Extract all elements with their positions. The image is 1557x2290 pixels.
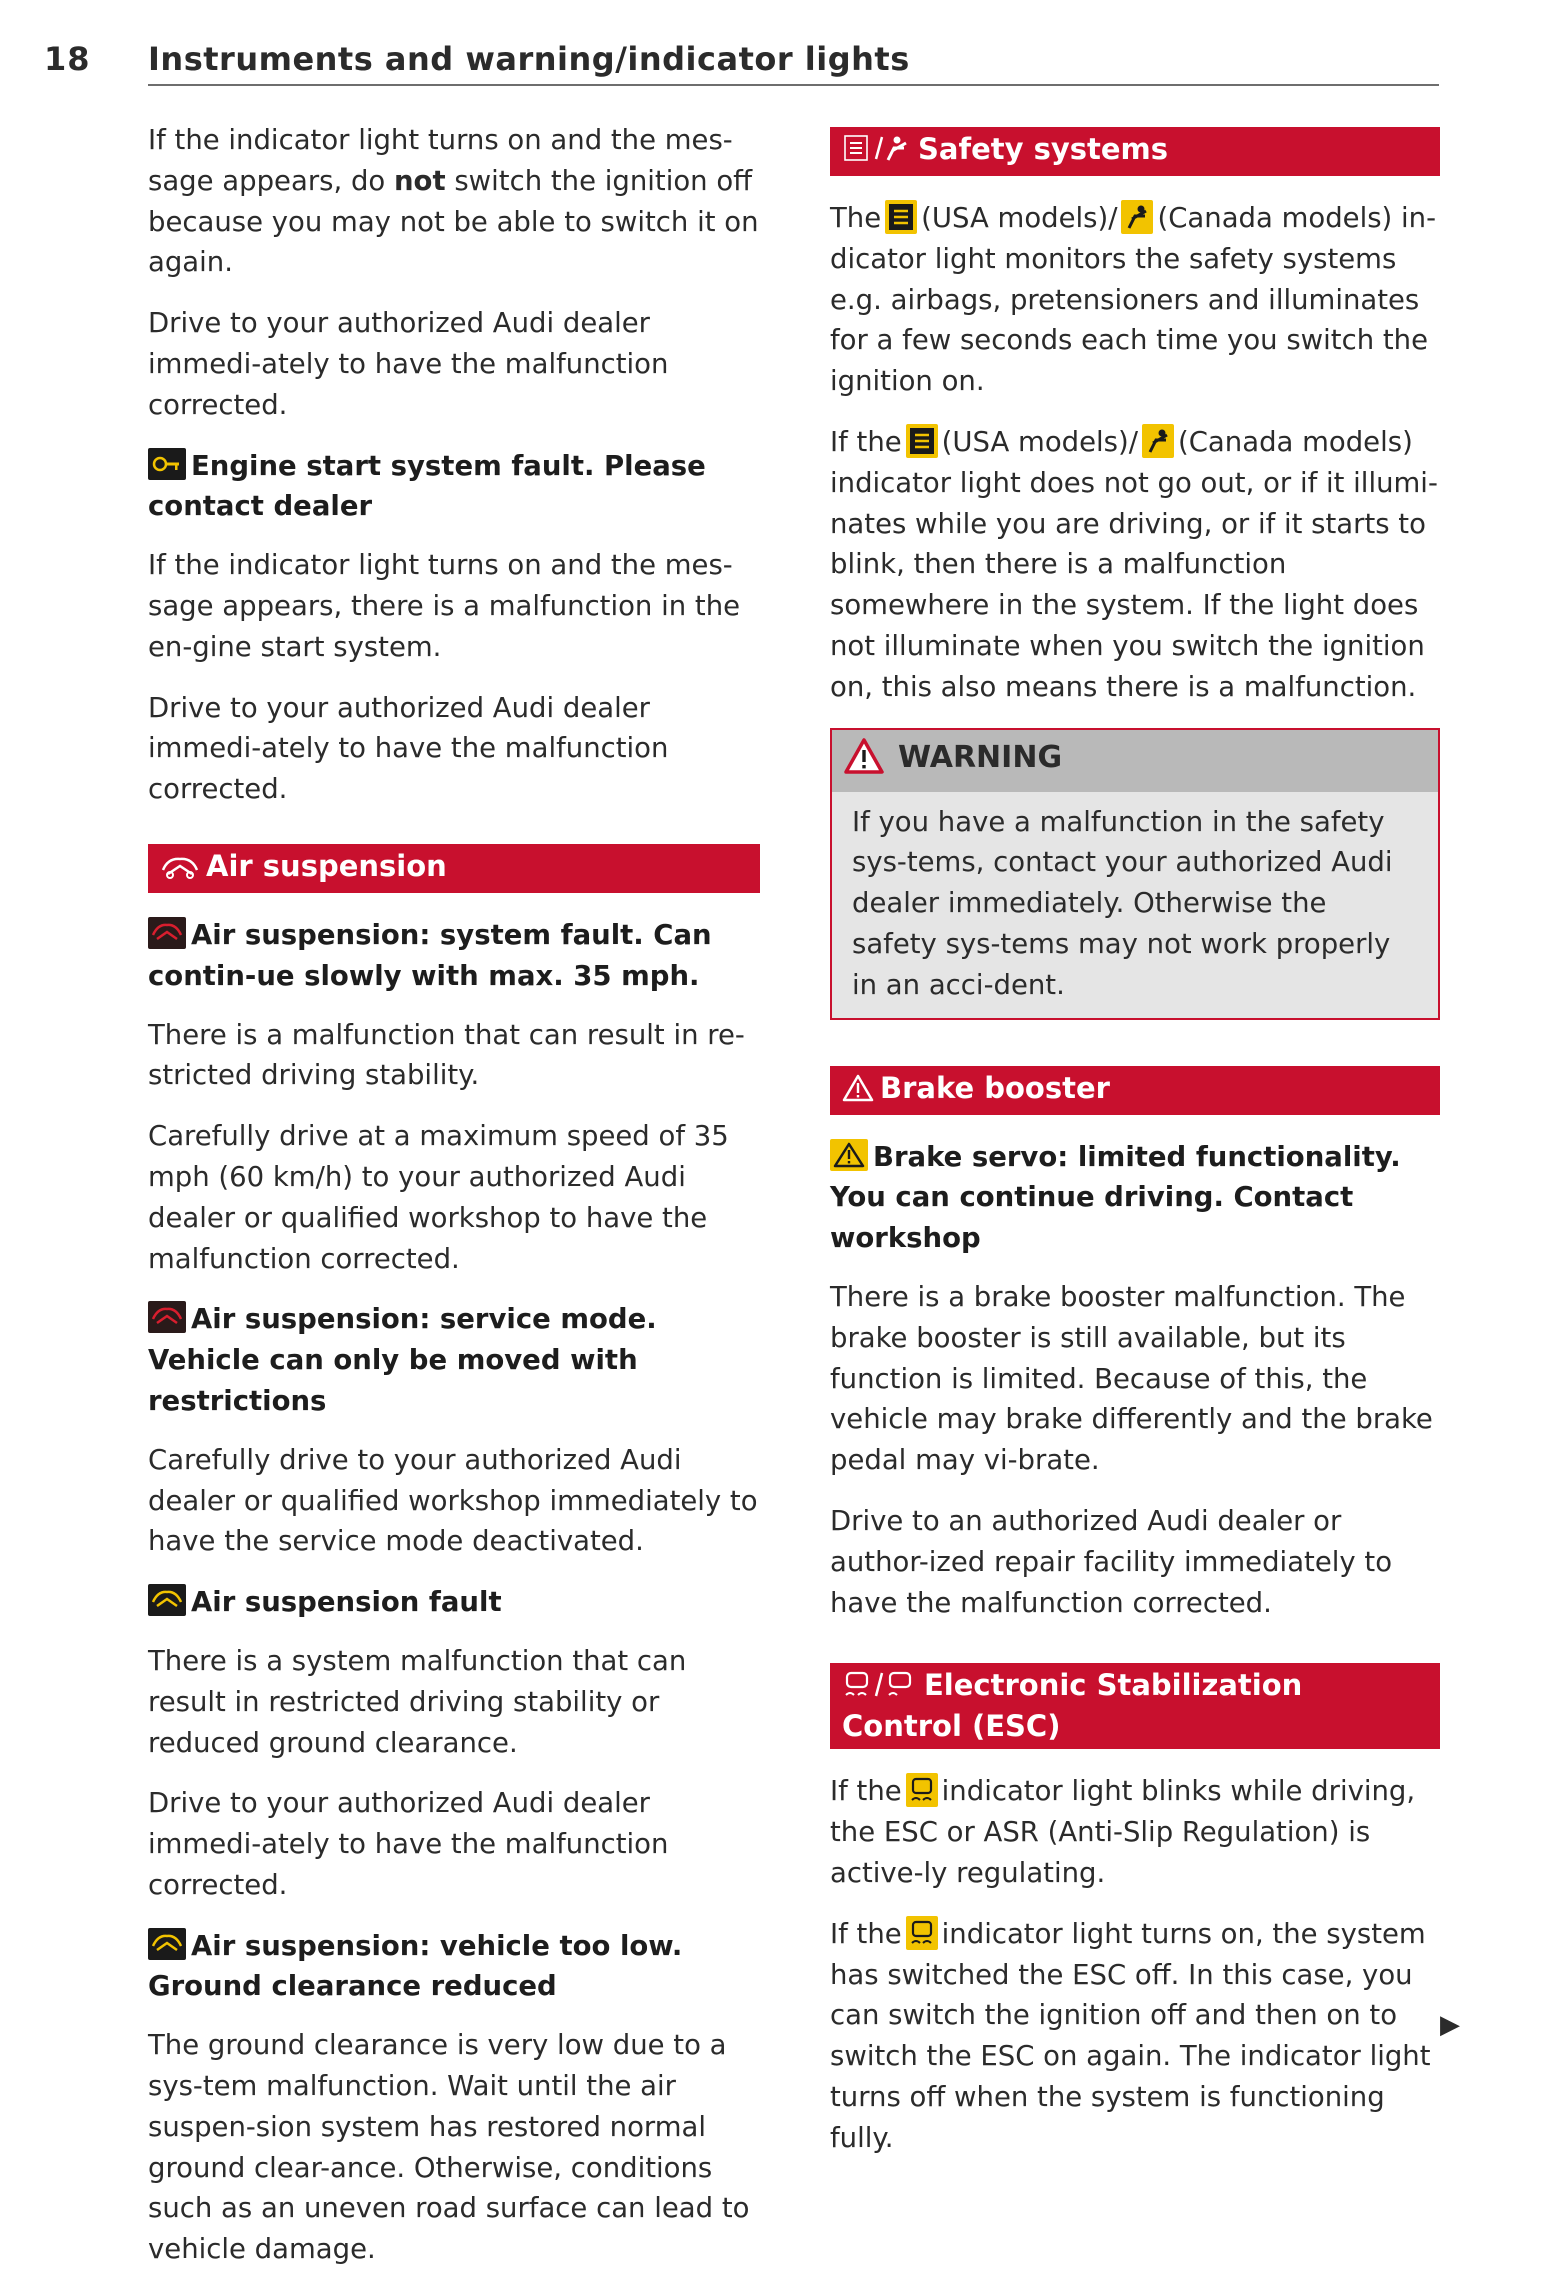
paragraph-drive-to-dealer-3: Drive to your authorized Audi dealer immedi-ately to have the malfunction corrected. — [148, 1787, 669, 1901]
header-rule — [148, 84, 1439, 86]
air-suspension-system-fault-heading: Air suspension: system fault. Can contin-ue slowly with max. 35 mph. — [148, 918, 712, 992]
warning-header: WARNING — [832, 730, 1438, 792]
air-suspension-yellow-icon — [148, 1584, 186, 1616]
air-suspension-fault-heading: Air suspension fault — [148, 1582, 760, 1623]
seatbelt-person-icon — [1121, 200, 1153, 234]
right-column — [830, 120, 1440, 2178]
air-suspension-yellow-icon — [148, 1928, 186, 1960]
paragraph-ground-clearance-low: The ground clearance is very low due to a sys-tem malfunction. Wait until the air suspen-sion system has restored normal ground clear-ance. Otherwise, conditions such as an uneven road surface can lead to vehicle damage. — [148, 2029, 750, 2266]
section-safety-systems: Safety systems — [830, 127, 1440, 176]
paragraph-drive-to-dealer-2: Drive to your authorized Audi dealer immedi-ately to have the malfunction corrected. — [148, 691, 669, 806]
paragraph-safety-malfunction: If the (USA models)/ (Canada models) indicator light does not go out, or if it illumi-nates while you are driving, or if it starts to blink, then there is a malfunction somewhere in the system. If the light does not illuminate when you switch the ignition on, this also means there is a malfunction. — [830, 425, 1438, 703]
airbag-seatbelt-icon — [842, 133, 912, 172]
paragraph-esc-switched-off: If the indicator light turns on, the system has switched the ESC off. In this case, you can switch the ignition off and then on to switch the ESC on again. The indicator light turns off when the system is functioning fully. — [830, 1917, 1431, 2154]
key-icon — [148, 448, 186, 480]
section-air-suspension: Air suspension — [148, 844, 760, 893]
paragraph-ignition-note: If the indicator light turns on and the mes-sage appears, do not switch the ignition off because you may not be able to switch it on again. — [148, 124, 759, 279]
airbag-icon — [906, 424, 938, 458]
paragraph-brake-drive-to-dealer: Drive to an authorized Audi dealer or author-ized repair facility immediately to have the malfunction corrected. — [830, 1504, 1393, 1619]
seatbelt-person-icon — [1142, 424, 1174, 458]
paragraph-safety-monitor: The (USA models)/ (Canada models) in-dicator light monitors the safety systems e.g. airbags, pretensioners and illuminates for a few seconds each time you switch the ignition on. — [830, 202, 1437, 398]
paragraph-drive-to-dealer-1: Drive to your authorized Audi dealer immedi-ately to have the malfunction corrected. — [148, 307, 669, 421]
continue-arrow-icon: ▶ — [1440, 2010, 1460, 2040]
air-suspension-too-low-heading: Air suspension: vehicle too low. Ground clearance reduced — [148, 1929, 683, 2003]
paragraph-service-mode: Carefully drive to your authorized Audi dealer or qualified workshop immediately to have the service mode deactivated. — [148, 1443, 758, 1558]
page-number: 18 — [44, 40, 91, 78]
brake-warning-icon — [830, 1139, 868, 1171]
esc-car-icon — [906, 1916, 938, 1950]
paragraph-brake-malfunction: There is a brake booster malfunction. The brake booster is still available, but its function is limited. Because of this, the vehicle may brake differently and the brake pedal may vi-brate. — [830, 1280, 1433, 1477]
warning-text: If you have a malfunction in the safety sys-tems, contact your authorized Audi dealer immediately. Otherwise the safety sys-tems may not work properly in an acci-dent. — [852, 805, 1393, 1001]
paragraph-esc-blinks: If the indicator light blinks while driving, the ESC or ASR (Anti-Slip Regulation) is active-ly regulating. — [830, 1775, 1416, 1889]
warning-triangle-icon — [842, 1074, 874, 1111]
airbag-icon — [885, 200, 917, 234]
air-suspension-service-mode-heading: Air suspension: service mode. Vehicle can only be moved with restrictions — [148, 1303, 657, 1417]
air-suspension-red-icon — [148, 917, 186, 949]
air-suspension-red-icon — [148, 1301, 186, 1333]
warning-triangle-icon — [844, 738, 884, 784]
warning-box — [830, 728, 1440, 1020]
section-esc: Electronic Stabilization Control (ESC) — [830, 1663, 1440, 1749]
brake-servo-heading: Brake servo: limited functionality. You can continue driving. Contact workshop — [830, 1140, 1401, 1255]
chapter-title: Instruments and warning/indicator lights — [148, 40, 910, 78]
left-column — [148, 120, 760, 2290]
paragraph-drive-max-speed: Carefully drive at a maximum speed of 35 mph (60 km/h) to your authorized Audi dealer or qualified workshop to have the malfunction corrected. — [148, 1120, 729, 1275]
engine-start-fault-heading: Engine start system fault. Please contact dealer — [148, 449, 706, 523]
esc-icon — [842, 1669, 918, 1708]
paragraph-restricted-stability: There is a malfunction that can result in re-stricted driving stability. — [148, 1018, 745, 1092]
section-brake-booster: Brake booster — [830, 1066, 1440, 1115]
paragraph-engine-start-malfunction: If the indicator light turns on and the mes-sage appears, there is a malfunction in the en-gine start system. — [148, 549, 741, 663]
air-suspension-icon — [160, 852, 200, 889]
esc-car-icon — [906, 1773, 938, 1807]
paragraph-reduced-ground-clearance: There is a system malfunction that can result in restricted driving stability or reduced ground clearance. — [148, 1644, 687, 1759]
